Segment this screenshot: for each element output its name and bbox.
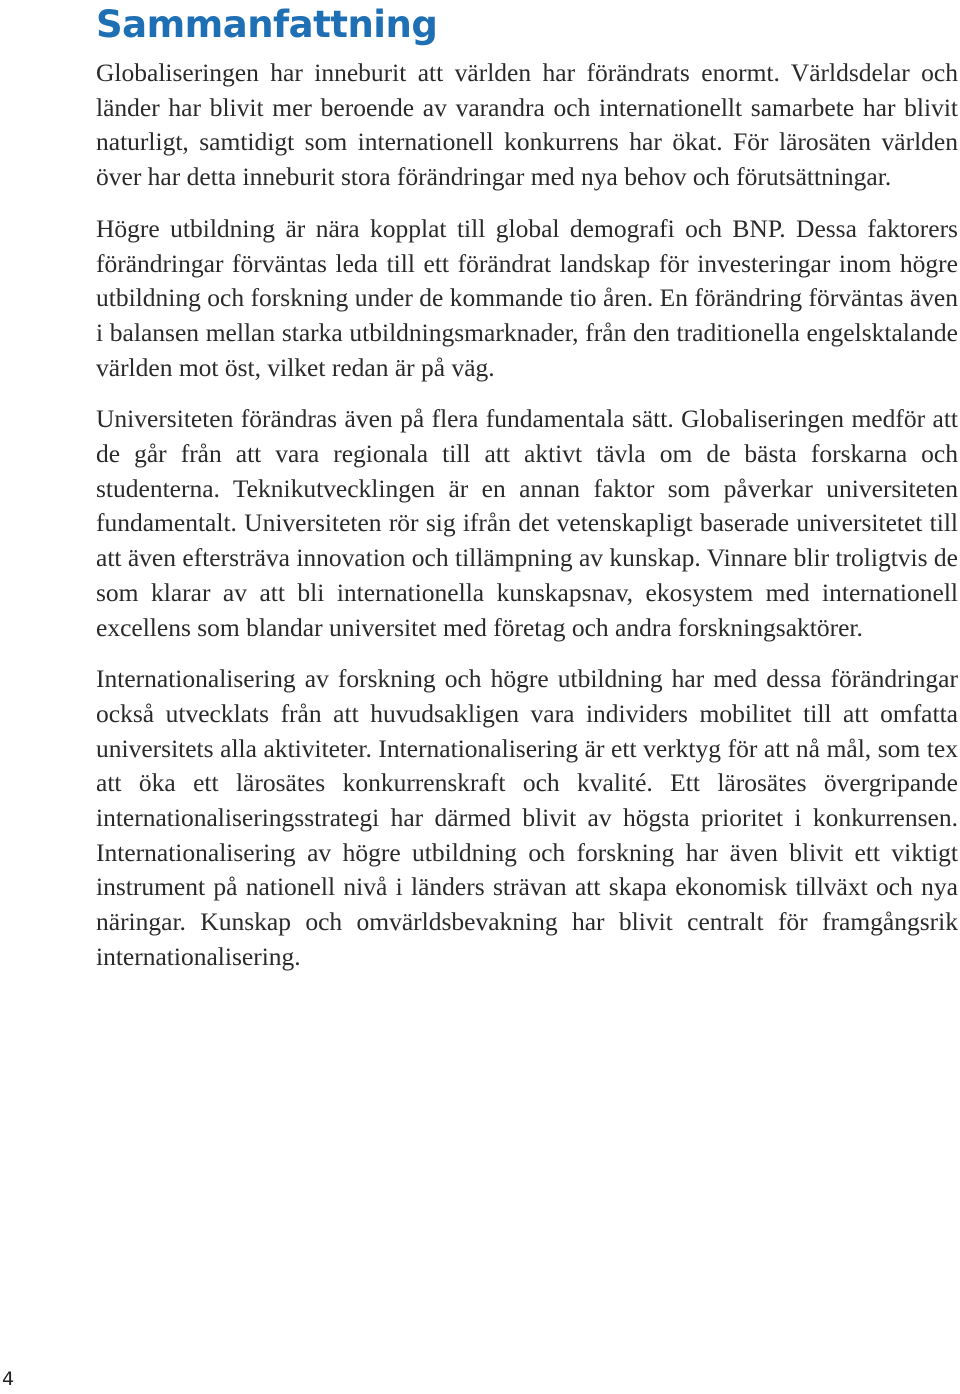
page-title: Sammanfattning bbox=[96, 3, 438, 46]
paragraph-demography: Högre utbildning är nära kopplat till global demografi och BNP. Dessa faktorers förändringar förväntas leda till ett förändrat landskap för investeringar inom högre utbildning och forskning under de kommande tio åren. En förändring förväntas även i balansen mellan starka utbildningsmarknader, från den traditionella engelsktalande världen mot öst, vilket redan är på väg. bbox=[96, 213, 958, 382]
page-number: 4 bbox=[2, 1368, 15, 1390]
paragraph-internationalisation: Internationalisering av forskning och högre utbildning har med dessa förändringar också utvecklats från att huvudsakligen vara individers mobilitet till att omfatta universitets alla aktiviteter. Internationalisering är ett verktyg för att nå mål, som tex att öka ett lärosätes konkurrenskraft och kvalité. Ett lärosätes övergripande internationaliseringsstrategi har därmed blivit av högsta prioritet i konkurrensen. Internationalisering av högre utbildning och forskning har även blivit ett viktigt instrument på nationell nivå i länders strävan att skapa ekonomisk tillväxt och nya näringar. Kunskap och omvärldsbevakning har blivit centralt för framgångsrik internationalisering. bbox=[96, 664, 958, 971]
body-text bbox=[96, 56, 958, 992]
paragraph-globalisation: Globaliseringen har inneburit att världen har förändrats enormt. Världsdelar och länder har blivit mer beroende av varandra och internationellt samarbete har blivit naturligt, samtidigt som internationell konkurrens har ökat. För lärosäten världen över har detta inneburit stora förändringar med nya behov och förutsättningar. bbox=[96, 58, 958, 192]
paragraph-universities: Universiteten förändras även på flera fundamentala sätt. Globaliseringen medför att de går från att vara regionala till att aktivt tävla om de bästa forskarna och studenterna. Teknikutvecklingen är en annan faktor som påverkar universiteten fundamentalt. Universiteten rör sig ifrån det vetenskapligt baserade universitetet till att även eftersträva innovation och tillämpning av kunskap. Vinnare blir troligtvis de som klarar av att bli internationella kunskapsnav, ekosystem med internationell excellens som blandar universitet med företag och andra forskningsaktörer. bbox=[96, 404, 958, 642]
